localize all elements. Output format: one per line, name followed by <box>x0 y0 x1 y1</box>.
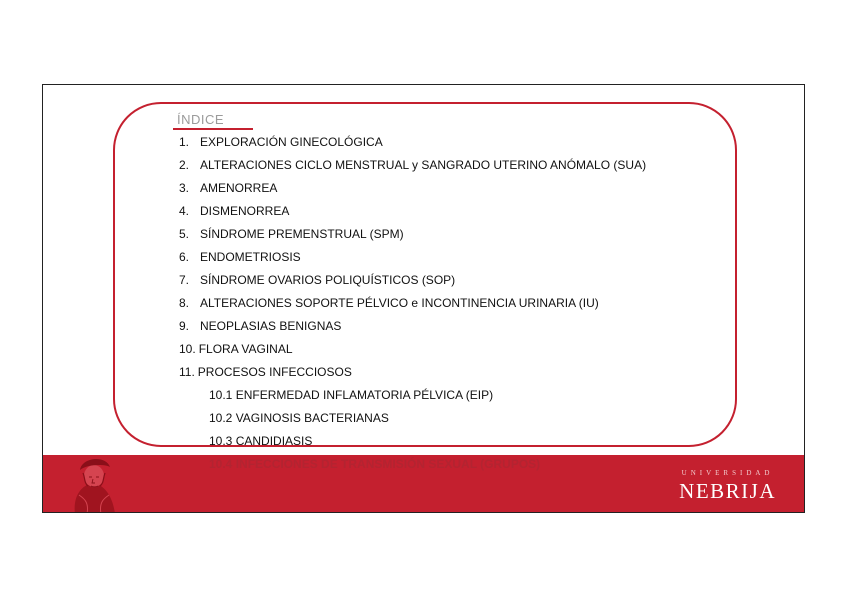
toc-subitem: 10.3 CANDIDIASIS <box>209 434 313 448</box>
logo-top-text: UNIVERSIDAD <box>681 469 774 477</box>
toc-item <box>179 204 289 218</box>
toc-item <box>179 181 277 195</box>
toc-item-number: 7. <box>179 273 190 287</box>
toc-item-text: ENDOMETRIOSIS <box>200 250 301 264</box>
toc-item-text: FLORA VAGINAL <box>198 342 293 356</box>
toc-item-text: EXPLORACIÓN GINECOLÓGICA <box>200 135 383 149</box>
toc-item-text: DISMENORREA <box>200 204 290 218</box>
toc-subitem: 10.2 VAGINOSIS BACTERIANAS <box>209 411 389 425</box>
toc-item-number: 8. <box>179 296 190 310</box>
toc-item-text: PROCESOS INFECCIOSOS <box>197 365 352 379</box>
toc-item-number: 10. <box>179 342 196 356</box>
toc-subitem: 10.1 ENFERMEDAD INFLAMATORIA PÉLVICA (EIP) <box>209 388 494 402</box>
toc-item <box>179 135 383 149</box>
toc-item-number: 5. <box>179 227 190 241</box>
toc-item-text: ALTERACIONES SOPORTE PÉLVICO e INCONTINENCIA URINARIA (IU) <box>200 296 599 310</box>
toc-item-number: 4. <box>179 204 190 218</box>
toc-item-text: AMENORREA <box>200 181 278 195</box>
logo-main-text: NEBRIJA <box>679 479 776 503</box>
toc-item-text: ALTERACIONES CICLO MENSTRUAL y SANGRADO UTERINO ANÓMALO (SUA) <box>200 158 647 172</box>
toc-item-text: NEOPLASIAS BENIGNAS <box>200 319 342 333</box>
toc-item-number: 6. <box>179 250 190 264</box>
toc-item <box>179 158 646 172</box>
toc-item <box>179 342 293 356</box>
toc-item <box>179 250 301 264</box>
toc-item-number: 9. <box>179 319 190 333</box>
toc-list <box>43 85 804 512</box>
toc-item <box>179 273 455 287</box>
toc-subitem: 10.4 INFECCIONES DE TRANSMISIÓN SEXUAL (GRUPOS) <box>209 457 541 471</box>
toc-item <box>179 319 341 333</box>
toc-item <box>179 296 599 310</box>
toc-title: ÍNDICE <box>177 112 225 127</box>
toc-item-number: 11. <box>179 365 195 379</box>
toc-item-text: SÍNDROME PREMENSTRUAL (SPM) <box>200 227 404 241</box>
toc-item-number: 2. <box>179 158 190 172</box>
toc-item-number: 1. <box>179 135 190 149</box>
toc-item <box>179 227 404 241</box>
slide <box>42 84 805 513</box>
toc-item-text: SÍNDROME OVARIOS POLIQUÍSTICOS (SOP) <box>200 273 456 287</box>
toc-item <box>179 365 352 379</box>
toc-item-number: 3. <box>179 181 190 195</box>
